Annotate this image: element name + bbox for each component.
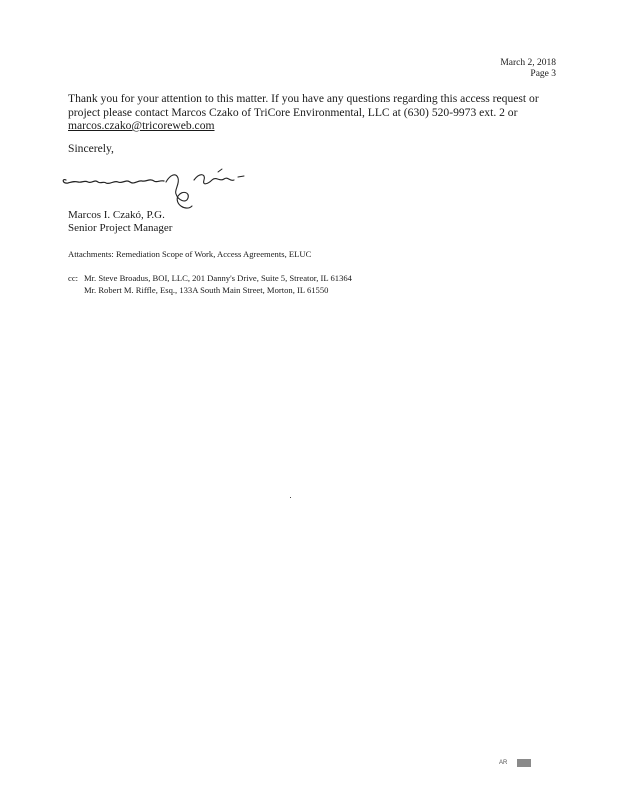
- cc-label: cc:: [68, 273, 79, 283]
- header-date: March 2, 2018: [500, 58, 556, 68]
- page-header: [500, 58, 556, 80]
- closing-salutation: Sincerely,: [68, 142, 114, 155]
- body-paragraph-text: Thank you for your attention to this matter. If you have any questions regarding this access request or project please contact Marcos Czako of TriCore Environmental, LLC at (630) 520-9973 ext. 2 or: [68, 92, 539, 119]
- cc-line-1: [68, 272, 352, 284]
- header-page-number: Page 3: [530, 69, 556, 79]
- body-paragraph: [68, 92, 568, 133]
- cc-block: [68, 272, 352, 296]
- attachments-line: Attachments: Remediation Scope of Work, Access Agreements, ELUC: [68, 249, 312, 259]
- footer-bates-prefix: AR: [499, 760, 508, 766]
- signature-block: [68, 209, 172, 235]
- contact-email-link[interactable]: marcos.czako@tricoreweb.com: [68, 119, 215, 132]
- footer-bates-number: [517, 759, 531, 767]
- signer-title: Senior Project Manager: [68, 222, 173, 234]
- stray-mark: [290, 497, 291, 498]
- cc-recipient-1: Mr. Steve Broadus, BOI, LLC, 201 Danny's Drive, Suite 5, Streator, IL 61364: [84, 273, 352, 283]
- cc-recipient-2: Mr. Robert M. Riffle, Esq., 133A South Main Street, Morton, IL 61550: [84, 285, 329, 295]
- signer-name: Marcos I. Czakó, P.G.: [68, 209, 165, 221]
